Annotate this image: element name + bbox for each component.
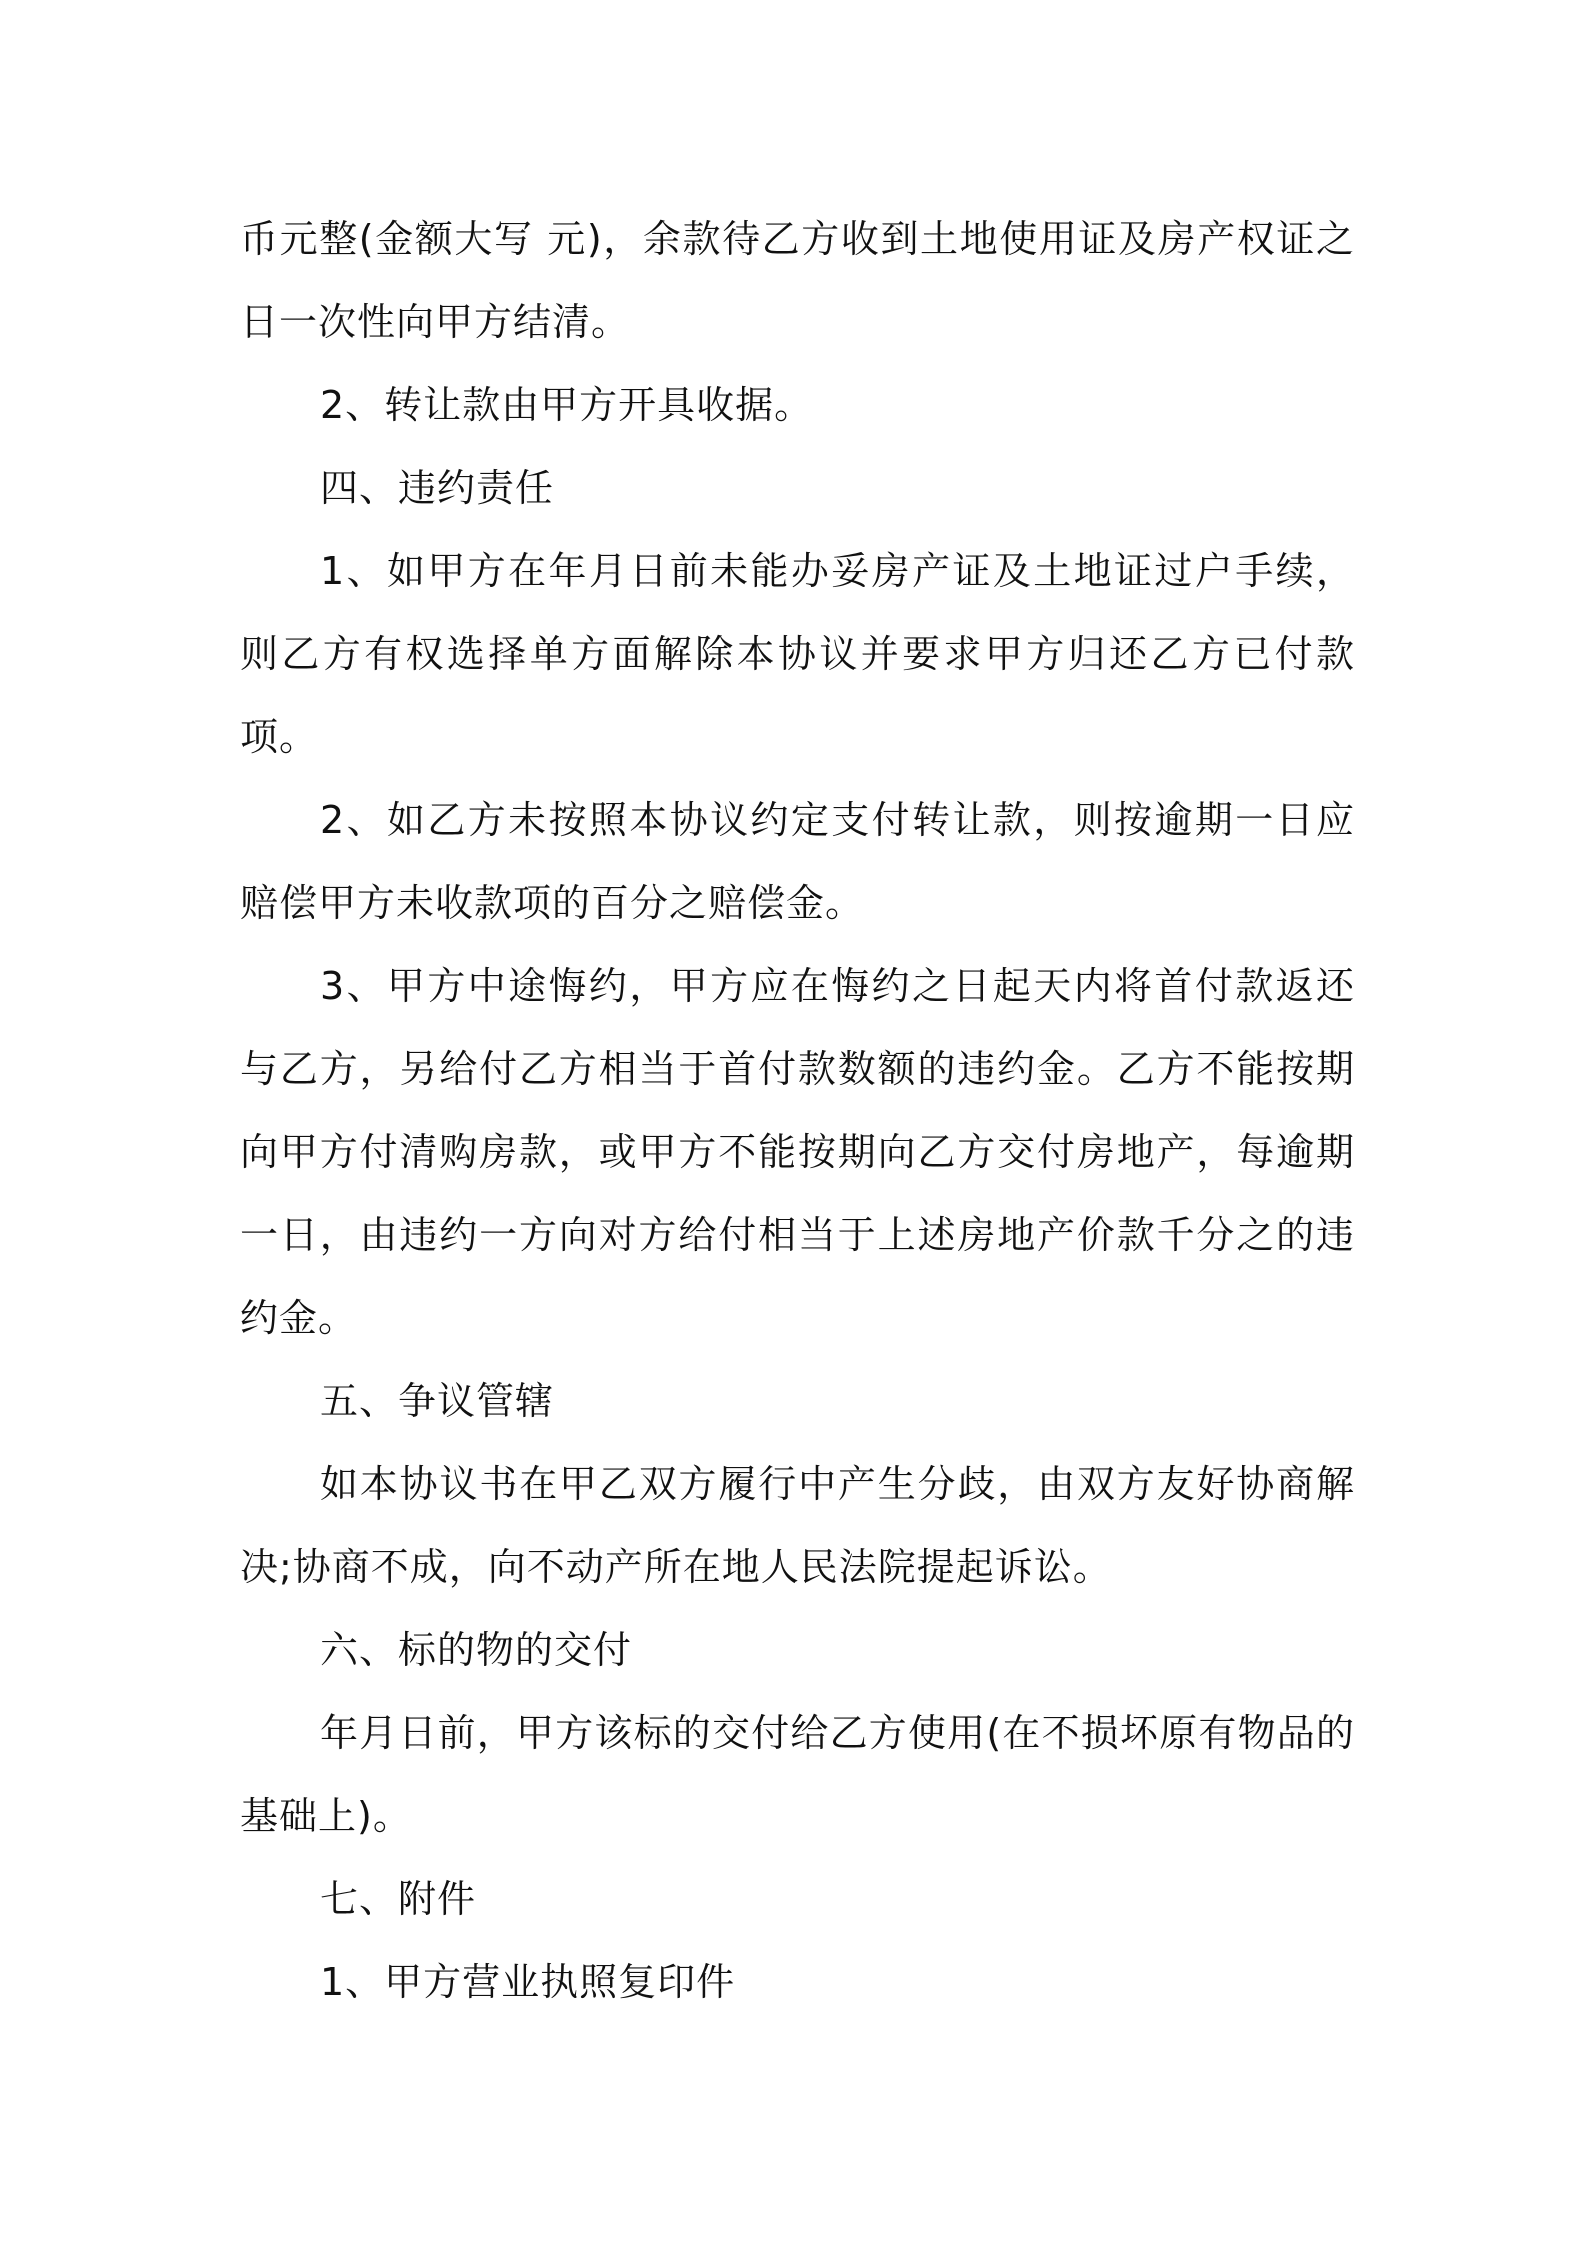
paragraph-payment-balance: 币元整(金额大写 元)，余款待乙方收到土地使用证及房产权证之日一次性向甲方结清。 (240, 217, 1355, 344)
paragraph-liability-3: 3、甲方中途悔约，甲方应在悔约之日起天内将首付款返还与乙方，另给付乙方相当于首付款数额的违约金。乙方不能按期向甲方付清购房款，或甲方不能按期向乙方交付房地产，每逾期一日，由违约一方向对方给付相当于上述房地产价款千分之的违约金。 (240, 964, 1355, 1340)
paragraph-receipt: 2、转让款由甲方开具收据。 (320, 383, 814, 427)
paragraph-liability-2: 2、如乙方未按照本协议约定支付转让款，则按逾期一日应赔偿甲方未收款项的百分之赔偿金。 (240, 798, 1355, 925)
section-heading-attachments: 七、附件 (320, 1877, 477, 1921)
paragraph-delivery: 年月日前，甲方该标的交付给乙方使用(在不损坏原有物品的基础上)。 (240, 1711, 1355, 1838)
paragraph-liability-1: 1、如甲方在年月日前未能办妥房产证及土地证过户手续，则乙方有权选择单方面解除本协议并要求甲方归还乙方已付款项。 (240, 549, 1355, 759)
document-body (240, 198, 1355, 2024)
section-heading-liability: 四、违约责任 (320, 466, 555, 510)
paragraph-attachment-1: 1、甲方营业执照复印件 (320, 1960, 736, 2004)
section-heading-delivery: 六、标的物的交付 (320, 1628, 633, 1672)
paragraph-dispute: 如本协议书在甲乙双方履行中产生分歧，由双方友好协商解决;协商不成，向不动产所在地人民法院提起诉讼。 (240, 1462, 1355, 1589)
section-heading-dispute: 五、争议管辖 (320, 1379, 555, 1423)
